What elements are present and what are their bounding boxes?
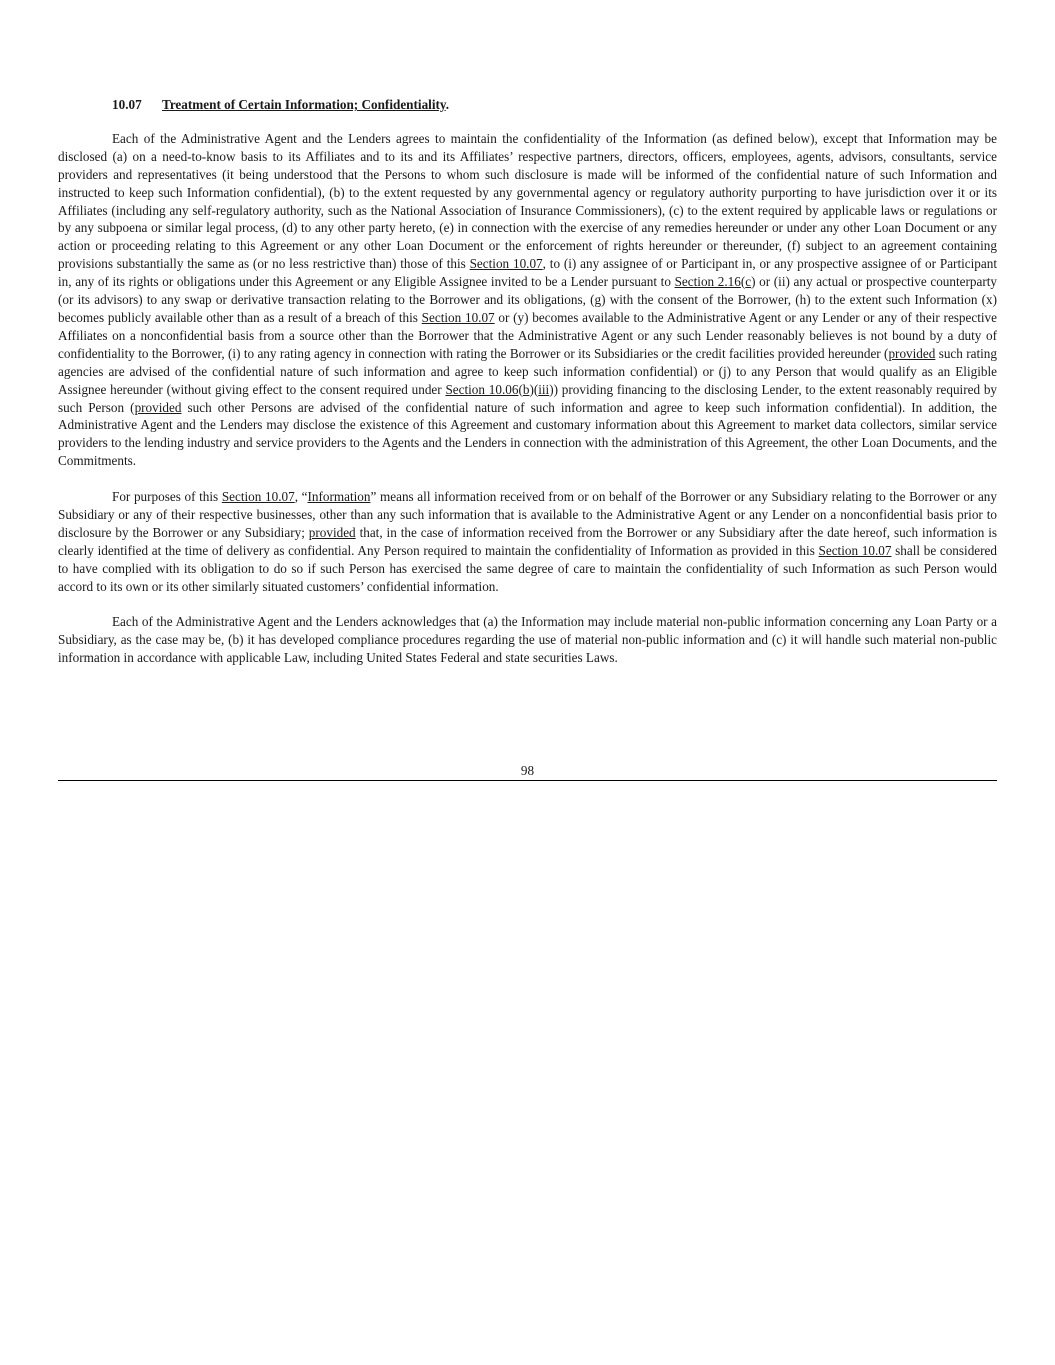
section-number: 10.07 [112, 97, 142, 112]
text-run: ” means all information received from or on behalf of the Borrower or any Subsidiary relating to the Borrower or any Subsidiary or any of their respective businesses, other than any such information that is available to the Administrative Agent or any Lender on a nonconfidential basis prior to disclosure by the Borrower or any Subsidiary; [58, 489, 997, 540]
defined-term: provided [308, 524, 356, 540]
defined-term: Information [307, 489, 371, 505]
defined-term: provided [134, 399, 182, 415]
text-run: For purposes of this [112, 489, 222, 505]
section-heading [112, 96, 997, 114]
confidentiality-paragraph [58, 130, 997, 470]
text-run: Each of the Administrative Agent and the Lenders agrees to maintain the confidentiality of the Information (as defined below), except that Information may be disclosed (a) on a need-to-know basis to its Affiliates and to its and its Affiliates’ respective partners, directors, officers, employees, agents, advisors, consultants, service providers and representatives (it being understood that the Persons to whom such disclosure is made will be informed of the confidential nature of such Information and instructed to keep such Information confidential), (b) to the extent requested by any governmental agency or regulatory authority purporting to have jurisdiction over it or its Affiliates (including any self-regulatory authority, such as the National Association of Insurance Commissioners), (c) to the extent required by applicable laws or regulations or by any subpoena or similar legal process, (d) to any other party hereto, (e) in connection with the exercise of any remedies hereunder or under any other Loan Document or any action or proceeding relating to this Agreement or any other Loan Document or the enforcement of rights hereunder or thereunder, (f) subject to an agreement containing provisions substantially the same as (or no less restrictive than) those of this [58, 130, 997, 272]
section-reference: c [745, 274, 752, 290]
text-run: such other Persons are advised of the confidential nature of such information and agree to keep such information confidential). In addition, the Administrative Agent and the Lenders may disclose the existence of this Agreement and customary information about this Agreement to market data collectors, similar service providers to the lending industry and service providers to the Agents and the Lenders in connection with the administration of this Agreement, the other Loan Documents, and the Commitments. [58, 399, 997, 469]
text-run: )( [529, 381, 539, 397]
text-run: shall be considered to have complied with its obligation to do so if such Person has exercised the same degree of care to maintain the confidentiality of such Information as such Person would accord to its own or its other similarly situated customers’ confidential information. [58, 542, 997, 594]
text-run: such rating agencies are advised of the confidential nature of such information and agree to keep such information confidential) or (j) to any Person that would qualify as an Eligible Assignee hereunder (without giving effect to the consent required under [58, 345, 997, 397]
section-reference: Section 10.06 [445, 381, 519, 397]
section-reference: Section 2.16 [674, 274, 741, 290]
text-run: ) or (ii) any actual or prospective counterparty (or its advisors) to any swap or derivative transaction relating to the Borrower and its obligations, (g) with the consent of the Borrower, (h) to the extent such Information (x) becomes publicly available other than as a result of a breach of this [58, 274, 997, 325]
section-reference: Section 10.07 [421, 309, 495, 325]
section-reference: Section 10.07 [221, 489, 295, 505]
text-run: ( [740, 274, 746, 290]
text-run: that, in the case of information received from the Borrower or any Subsidiary after the date hereof, such information is clearly identified at the time of delivery as confidential. Any Person required to maintain the confidentiality of Information as provided in this [58, 524, 997, 558]
section-reference: b [522, 381, 530, 397]
section-title-period: . [445, 97, 450, 112]
non-public-information-paragraph: Each of the Administrative Agent and the Lenders acknowledges that (a) the Information may include material non-public information concerning any Loan Party or a Subsidiary, as the case may be, (b) it has developed compliance procedures regarding the use of material non-public information and (c) it will handle such material non-public information in accordance with applicable Law, including United States Federal and state securities Laws. [58, 614, 997, 666]
text-run: ( [518, 381, 523, 397]
document-page [58, 96, 997, 685]
text-run: , “ [294, 489, 308, 505]
section-reference: Section 10.07 [818, 542, 892, 558]
text-run: or (y) becomes available to the Administrative Agent or any Lender or any of their respective Affiliates on a nonconfidential basis from a source other than the Borrower that the Administrative Agent or any such Lender reasonably believes is not bound by a duty of confidentiality to the Borrower, (i) to any rating agency in connection with rating the Borrower or its Subsidiaries or the credit facilities provided hereunder ( [58, 309, 998, 361]
page-number: 98 [520, 763, 535, 778]
text-run: , to (i) any assignee of or Participant in, or any prospective assignee of or Participant in, any of its rights or obligations under this Agreement or any Eligible Assignee invited to be a Lender pursuant to [58, 256, 997, 290]
text-run: )) providing financing to the disclosing Lender, to the extent reasonably required by such Person ( [58, 381, 998, 415]
information-definition-paragraph [58, 488, 997, 595]
footer-divider [58, 780, 997, 781]
section-reference: iii [538, 381, 550, 397]
defined-term: provided [888, 345, 936, 361]
section-title: Treatment of Certain Information; Confidentiality [162, 97, 446, 112]
section-reference: Section 10.07 [469, 256, 543, 272]
